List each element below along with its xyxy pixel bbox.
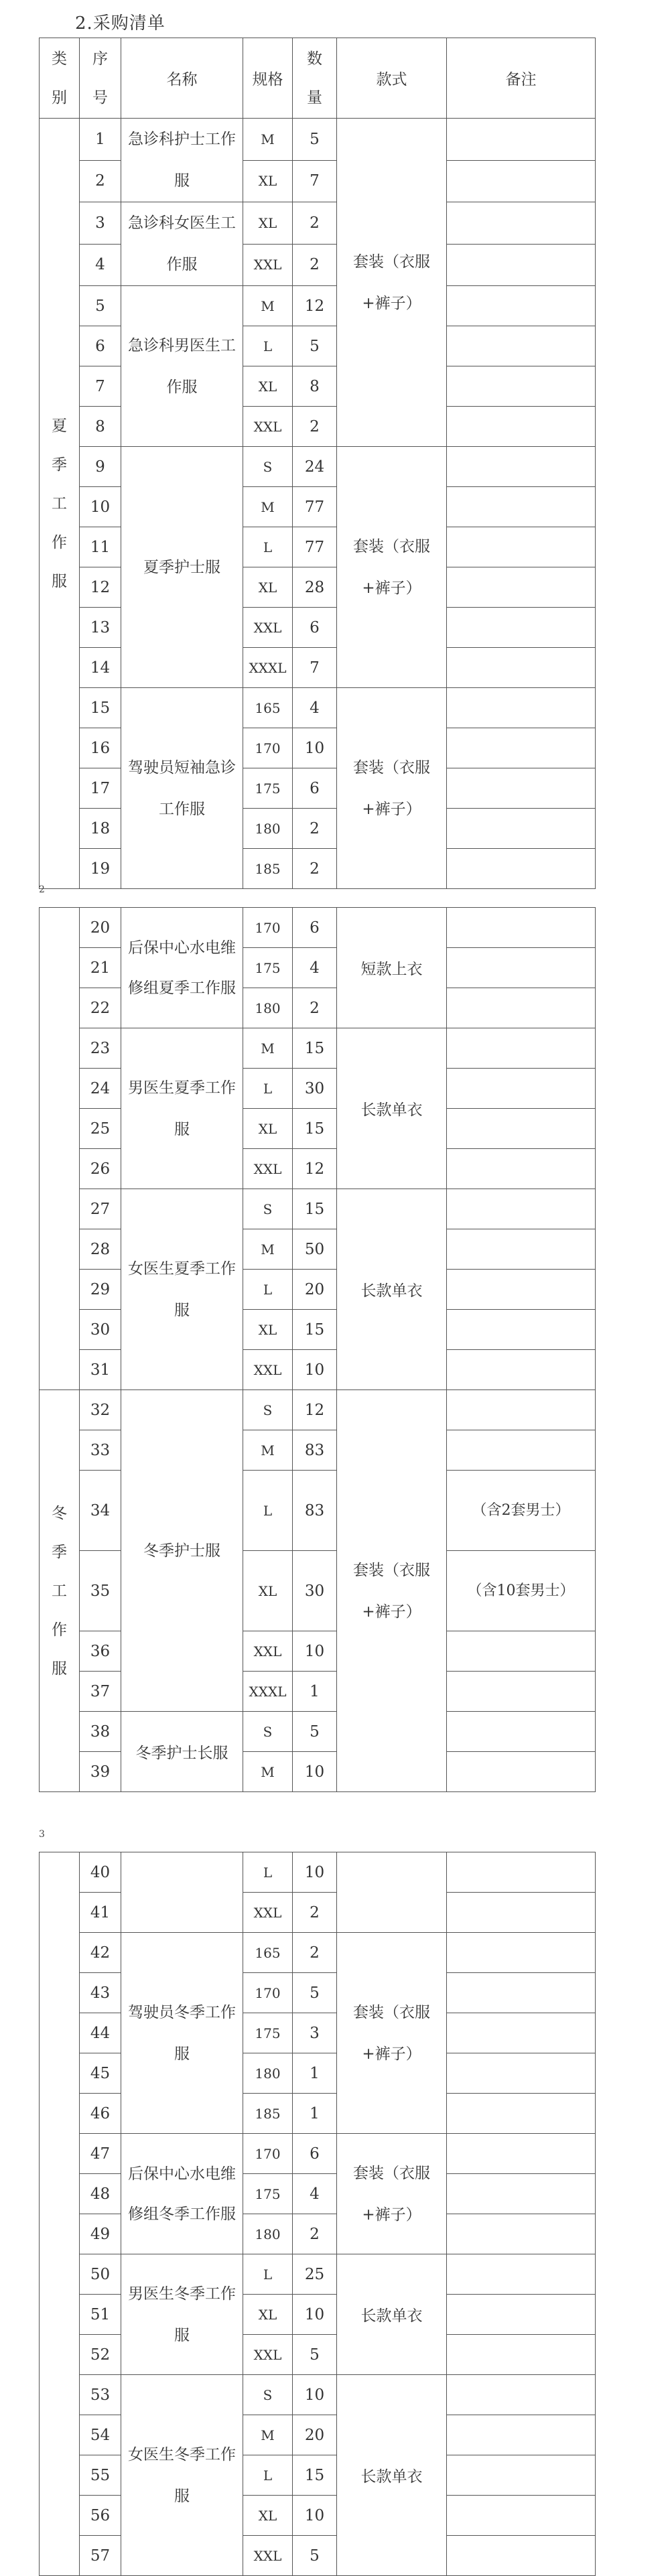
item-name: 驾驶员短袖急诊工作服 bbox=[121, 688, 243, 889]
row-no: 8 bbox=[80, 407, 121, 447]
row-remark bbox=[447, 119, 596, 161]
item-name: 冬季护士长服 bbox=[121, 1712, 243, 1792]
row-remark bbox=[447, 1933, 596, 1973]
row-no: 18 bbox=[80, 809, 121, 849]
row-remark: （含2套男士） bbox=[447, 1471, 596, 1551]
row-qty: 15 bbox=[293, 1189, 337, 1229]
row-spec: XXL bbox=[243, 1149, 293, 1189]
row-qty: 12 bbox=[293, 286, 337, 326]
row-qty: 2 bbox=[293, 849, 337, 889]
row-remark bbox=[447, 768, 596, 809]
row-remark bbox=[447, 2295, 596, 2335]
row-remark bbox=[447, 527, 596, 567]
row-qty: 10 bbox=[293, 1752, 337, 1792]
row-remark bbox=[447, 1752, 596, 1792]
row-qty: 30 bbox=[293, 1551, 337, 1631]
row-remark bbox=[447, 567, 596, 608]
row-no: 46 bbox=[80, 2094, 121, 2134]
row-spec: 170 bbox=[243, 1973, 293, 2013]
item-name: 女医生夏季工作服 bbox=[121, 1189, 243, 1390]
row-remark bbox=[447, 1712, 596, 1752]
row-qty: 2 bbox=[293, 202, 337, 245]
row-remark bbox=[447, 1350, 596, 1390]
row-no: 20 bbox=[80, 908, 121, 948]
header-category: 类别 bbox=[40, 38, 80, 119]
row-remark bbox=[447, 1672, 596, 1712]
row-spec: L bbox=[243, 527, 293, 567]
row-remark bbox=[447, 809, 596, 849]
row-no: 1 bbox=[80, 119, 121, 161]
row-no: 9 bbox=[80, 447, 121, 487]
row-remark bbox=[447, 1109, 596, 1149]
section-title: 2.采购清单 bbox=[75, 13, 165, 33]
row-no: 26 bbox=[80, 1149, 121, 1189]
row-qty: 4 bbox=[293, 2174, 337, 2214]
row-no: 14 bbox=[80, 648, 121, 688]
row-qty: 5 bbox=[293, 2335, 337, 2375]
row-remark bbox=[447, 160, 596, 202]
row-spec: XL bbox=[243, 366, 293, 407]
row-remark bbox=[447, 2335, 596, 2375]
row-spec: XXXL bbox=[243, 648, 293, 688]
row-spec: XXL bbox=[243, 244, 293, 286]
row-remark bbox=[447, 407, 596, 447]
row-qty: 15 bbox=[293, 2455, 337, 2496]
header-spec: 规格 bbox=[243, 38, 293, 119]
row-qty: 6 bbox=[293, 768, 337, 809]
row-no: 15 bbox=[80, 688, 121, 728]
procurement-table-part1 bbox=[39, 38, 596, 889]
row-remark bbox=[447, 2496, 596, 2536]
row-qty: 2 bbox=[293, 809, 337, 849]
row-remark bbox=[447, 2053, 596, 2094]
row-no: 24 bbox=[80, 1069, 121, 1109]
row-no: 12 bbox=[80, 567, 121, 608]
row-no: 10 bbox=[80, 487, 121, 527]
page-number: 2 bbox=[39, 884, 45, 895]
row-remark bbox=[447, 2134, 596, 2174]
row-remark bbox=[447, 2455, 596, 2496]
row-no: 6 bbox=[80, 326, 121, 366]
row-spec: 170 bbox=[243, 2134, 293, 2174]
row-spec: L bbox=[243, 1069, 293, 1109]
row-spec: XL bbox=[243, 1310, 293, 1350]
row-qty: 20 bbox=[293, 2415, 337, 2455]
item-name: 女医生冬季工作服 bbox=[121, 2375, 243, 2576]
row-qty: 6 bbox=[293, 608, 337, 648]
row-qty: 28 bbox=[293, 567, 337, 608]
header-seq: 序号 bbox=[80, 38, 121, 119]
row-no: 40 bbox=[80, 1852, 121, 1893]
row-no: 44 bbox=[80, 2013, 121, 2053]
row-remark: （含10套男士） bbox=[447, 1551, 596, 1631]
row-qty: 12 bbox=[293, 1390, 337, 1430]
row-spec: XL bbox=[243, 1551, 293, 1631]
row-qty: 30 bbox=[293, 1069, 337, 1109]
row-qty: 20 bbox=[293, 1270, 337, 1310]
row-spec: 175 bbox=[243, 948, 293, 988]
row-no: 22 bbox=[80, 988, 121, 1028]
row-spec: 165 bbox=[243, 1933, 293, 1973]
row-qty: 10 bbox=[293, 2496, 337, 2536]
row-no: 11 bbox=[80, 527, 121, 567]
row-remark bbox=[447, 2094, 596, 2134]
row-remark bbox=[447, 2254, 596, 2295]
row-no: 4 bbox=[80, 244, 121, 286]
row-qty: 5 bbox=[293, 2536, 337, 2576]
row-remark bbox=[447, 202, 596, 245]
row-no: 28 bbox=[80, 1229, 121, 1270]
row-no: 21 bbox=[80, 948, 121, 988]
row-no: 47 bbox=[80, 2134, 121, 2174]
row-spec: XXXL bbox=[243, 1672, 293, 1712]
row-qty: 6 bbox=[293, 908, 337, 948]
row-qty: 2 bbox=[293, 1933, 337, 1973]
row-no: 7 bbox=[80, 366, 121, 407]
row-spec: XL bbox=[243, 202, 293, 245]
row-remark bbox=[447, 1149, 596, 1189]
row-spec: XL bbox=[243, 2496, 293, 2536]
row-no: 51 bbox=[80, 2295, 121, 2335]
item-name: 驾驶员冬季工作服 bbox=[121, 1933, 243, 2134]
row-remark bbox=[447, 1069, 596, 1109]
row-spec: XL bbox=[243, 2295, 293, 2335]
row-spec: L bbox=[243, 2455, 293, 2496]
row-no: 31 bbox=[80, 1350, 121, 1390]
procurement-table-part3 bbox=[39, 1852, 596, 2576]
row-spec: S bbox=[243, 447, 293, 487]
row-qty: 83 bbox=[293, 1471, 337, 1551]
item-name: 男医生夏季工作服 bbox=[121, 1028, 243, 1189]
row-no: 2 bbox=[80, 160, 121, 202]
row-qty: 1 bbox=[293, 2094, 337, 2134]
row-qty: 12 bbox=[293, 1149, 337, 1189]
item-style: 套装（衣服+裤子） bbox=[337, 447, 447, 688]
row-qty: 5 bbox=[293, 326, 337, 366]
item-name: 急诊科男医生工作服 bbox=[121, 286, 243, 447]
item-style: 套装（衣服+裤子） bbox=[337, 119, 447, 447]
item-style: 长款单衣 bbox=[337, 1028, 447, 1189]
row-no: 42 bbox=[80, 1933, 121, 1973]
row-spec: M bbox=[243, 2415, 293, 2455]
row-no: 34 bbox=[80, 1471, 121, 1551]
header-style: 款式 bbox=[337, 38, 447, 119]
row-remark bbox=[447, 1852, 596, 1893]
row-qty: 3 bbox=[293, 2013, 337, 2053]
row-spec: XL bbox=[243, 567, 293, 608]
row-no: 37 bbox=[80, 1672, 121, 1712]
item-style: 长款单衣 bbox=[337, 2254, 447, 2375]
item-style: 套装（衣服+裤子） bbox=[337, 1390, 447, 1792]
row-no: 56 bbox=[80, 2496, 121, 2536]
row-remark bbox=[447, 487, 596, 527]
row-spec: XXL bbox=[243, 2536, 293, 2576]
row-spec: 180 bbox=[243, 2053, 293, 2094]
row-remark bbox=[447, 244, 596, 286]
row-remark bbox=[447, 2013, 596, 2053]
row-spec: XXL bbox=[243, 1350, 293, 1390]
row-remark bbox=[447, 988, 596, 1028]
row-spec: L bbox=[243, 326, 293, 366]
row-spec: 185 bbox=[243, 2094, 293, 2134]
row-qty: 50 bbox=[293, 1229, 337, 1270]
row-remark bbox=[447, 688, 596, 728]
item-style: 长款单衣 bbox=[337, 2375, 447, 2576]
row-qty: 77 bbox=[293, 527, 337, 567]
row-remark bbox=[447, 447, 596, 487]
row-no: 49 bbox=[80, 2214, 121, 2254]
row-remark bbox=[447, 908, 596, 948]
item-name: 男医生冬季工作服 bbox=[121, 2254, 243, 2375]
row-no: 54 bbox=[80, 2415, 121, 2455]
row-qty: 10 bbox=[293, 1852, 337, 1893]
row-remark bbox=[447, 326, 596, 366]
row-spec: L bbox=[243, 1852, 293, 1893]
row-no: 53 bbox=[80, 2375, 121, 2415]
row-remark bbox=[447, 1270, 596, 1310]
row-qty: 15 bbox=[293, 1310, 337, 1350]
row-qty: 2 bbox=[293, 244, 337, 286]
row-remark bbox=[447, 1893, 596, 1933]
row-spec: L bbox=[243, 2254, 293, 2295]
row-no: 41 bbox=[80, 1893, 121, 1933]
row-qty: 10 bbox=[293, 2295, 337, 2335]
row-no: 27 bbox=[80, 1189, 121, 1229]
row-no: 45 bbox=[80, 2053, 121, 2094]
row-spec: 170 bbox=[243, 908, 293, 948]
row-qty: 4 bbox=[293, 688, 337, 728]
item-style bbox=[337, 1852, 447, 1933]
header-qty: 数量 bbox=[293, 38, 337, 119]
procurement-table-part2 bbox=[39, 907, 596, 1792]
row-no: 50 bbox=[80, 2254, 121, 2295]
row-spec: XXL bbox=[243, 2335, 293, 2375]
row-remark bbox=[447, 2174, 596, 2214]
item-name: 后保中心水电维修组夏季工作服 bbox=[121, 908, 243, 1028]
row-remark bbox=[447, 1390, 596, 1430]
row-qty: 8 bbox=[293, 366, 337, 407]
row-spec: M bbox=[243, 1430, 293, 1471]
row-qty: 77 bbox=[293, 487, 337, 527]
row-spec: XXL bbox=[243, 1631, 293, 1672]
item-style: 套装（衣服+裤子） bbox=[337, 688, 447, 889]
row-qty: 5 bbox=[293, 1973, 337, 2013]
row-no: 32 bbox=[80, 1390, 121, 1430]
item-name: 冬季护士服 bbox=[121, 1390, 243, 1712]
row-spec: S bbox=[243, 1712, 293, 1752]
row-no: 19 bbox=[80, 849, 121, 889]
row-remark bbox=[447, 2536, 596, 2576]
row-qty: 7 bbox=[293, 648, 337, 688]
row-spec: XXL bbox=[243, 608, 293, 648]
row-spec: S bbox=[243, 1189, 293, 1229]
row-no: 43 bbox=[80, 1973, 121, 2013]
row-qty: 15 bbox=[293, 1028, 337, 1069]
row-no: 36 bbox=[80, 1631, 121, 1672]
row-remark bbox=[447, 1631, 596, 1672]
row-no: 25 bbox=[80, 1109, 121, 1149]
row-qty: 2 bbox=[293, 988, 337, 1028]
row-no: 39 bbox=[80, 1752, 121, 1792]
row-qty: 7 bbox=[293, 160, 337, 202]
row-spec: L bbox=[243, 1471, 293, 1551]
row-spec: XXL bbox=[243, 1893, 293, 1933]
row-no: 55 bbox=[80, 2455, 121, 2496]
row-remark bbox=[447, 2415, 596, 2455]
row-spec: L bbox=[243, 1270, 293, 1310]
category-cell bbox=[40, 908, 80, 1390]
header-name: 名称 bbox=[121, 38, 243, 119]
row-remark bbox=[447, 1430, 596, 1471]
item-name: 急诊科护士工作服 bbox=[121, 119, 243, 202]
row-remark bbox=[447, 1973, 596, 2013]
row-spec: M bbox=[243, 1229, 293, 1270]
row-qty: 6 bbox=[293, 2134, 337, 2174]
row-spec: 180 bbox=[243, 988, 293, 1028]
row-spec: 170 bbox=[243, 728, 293, 768]
row-no: 3 bbox=[80, 202, 121, 245]
row-qty: 10 bbox=[293, 2375, 337, 2415]
row-no: 30 bbox=[80, 1310, 121, 1350]
row-spec: XL bbox=[243, 160, 293, 202]
row-spec: M bbox=[243, 119, 293, 161]
row-remark bbox=[447, 608, 596, 648]
row-qty: 5 bbox=[293, 1712, 337, 1752]
row-qty: 2 bbox=[293, 1893, 337, 1933]
row-no: 29 bbox=[80, 1270, 121, 1310]
item-style: 长款单衣 bbox=[337, 1189, 447, 1390]
row-remark bbox=[447, 648, 596, 688]
row-no: 33 bbox=[80, 1430, 121, 1471]
row-remark bbox=[447, 1310, 596, 1350]
row-spec: M bbox=[243, 286, 293, 326]
row-qty: 1 bbox=[293, 2053, 337, 2094]
header-remark: 备注 bbox=[447, 38, 596, 119]
row-remark bbox=[447, 2375, 596, 2415]
row-qty: 25 bbox=[293, 2254, 337, 2295]
row-spec: 180 bbox=[243, 809, 293, 849]
row-spec: S bbox=[243, 1390, 293, 1430]
item-name: 急诊科女医生工作服 bbox=[121, 202, 243, 286]
row-qty: 4 bbox=[293, 948, 337, 988]
row-remark bbox=[447, 366, 596, 407]
row-spec: 180 bbox=[243, 2214, 293, 2254]
row-qty: 24 bbox=[293, 447, 337, 487]
row-spec: 175 bbox=[243, 2013, 293, 2053]
page-number: 3 bbox=[39, 1829, 45, 1840]
row-remark bbox=[447, 1189, 596, 1229]
row-no: 38 bbox=[80, 1712, 121, 1752]
row-spec: XL bbox=[243, 1109, 293, 1149]
row-qty: 83 bbox=[293, 1430, 337, 1471]
category-cell bbox=[40, 1852, 80, 2576]
row-spec: 185 bbox=[243, 849, 293, 889]
row-qty: 10 bbox=[293, 728, 337, 768]
row-remark bbox=[447, 849, 596, 889]
row-qty: 10 bbox=[293, 1631, 337, 1672]
item-style: 套装（衣服+裤子） bbox=[337, 1933, 447, 2134]
row-no: 13 bbox=[80, 608, 121, 648]
item-name: 夏季护士服 bbox=[121, 447, 243, 688]
row-spec: S bbox=[243, 2375, 293, 2415]
row-remark bbox=[447, 1028, 596, 1069]
row-spec: M bbox=[243, 1028, 293, 1069]
row-spec: 165 bbox=[243, 688, 293, 728]
row-remark bbox=[447, 1229, 596, 1270]
row-remark bbox=[447, 948, 596, 988]
row-remark bbox=[447, 2214, 596, 2254]
row-no: 17 bbox=[80, 768, 121, 809]
row-spec: XXL bbox=[243, 407, 293, 447]
row-spec: M bbox=[243, 1752, 293, 1792]
item-style: 短款上衣 bbox=[337, 908, 447, 1028]
category-winter: 冬季工作服 bbox=[40, 1390, 80, 1792]
row-qty: 5 bbox=[293, 119, 337, 161]
row-qty: 10 bbox=[293, 1350, 337, 1390]
item-name bbox=[121, 1852, 243, 1933]
row-no: 57 bbox=[80, 2536, 121, 2576]
row-no: 23 bbox=[80, 1028, 121, 1069]
row-spec: 175 bbox=[243, 768, 293, 809]
row-remark bbox=[447, 728, 596, 768]
row-no: 35 bbox=[80, 1551, 121, 1631]
item-name: 后保中心水电维修组冬季工作服 bbox=[121, 2134, 243, 2254]
row-no: 48 bbox=[80, 2174, 121, 2214]
row-qty: 1 bbox=[293, 1672, 337, 1712]
row-no: 16 bbox=[80, 728, 121, 768]
row-qty: 15 bbox=[293, 1109, 337, 1149]
row-no: 52 bbox=[80, 2335, 121, 2375]
row-spec: M bbox=[243, 487, 293, 527]
row-remark bbox=[447, 286, 596, 326]
row-qty: 2 bbox=[293, 2214, 337, 2254]
row-no: 5 bbox=[80, 286, 121, 326]
row-spec: 175 bbox=[243, 2174, 293, 2214]
item-style: 套装（衣服+裤子） bbox=[337, 2134, 447, 2254]
row-qty: 2 bbox=[293, 407, 337, 447]
category-summer: 夏季工作服 bbox=[40, 119, 80, 889]
